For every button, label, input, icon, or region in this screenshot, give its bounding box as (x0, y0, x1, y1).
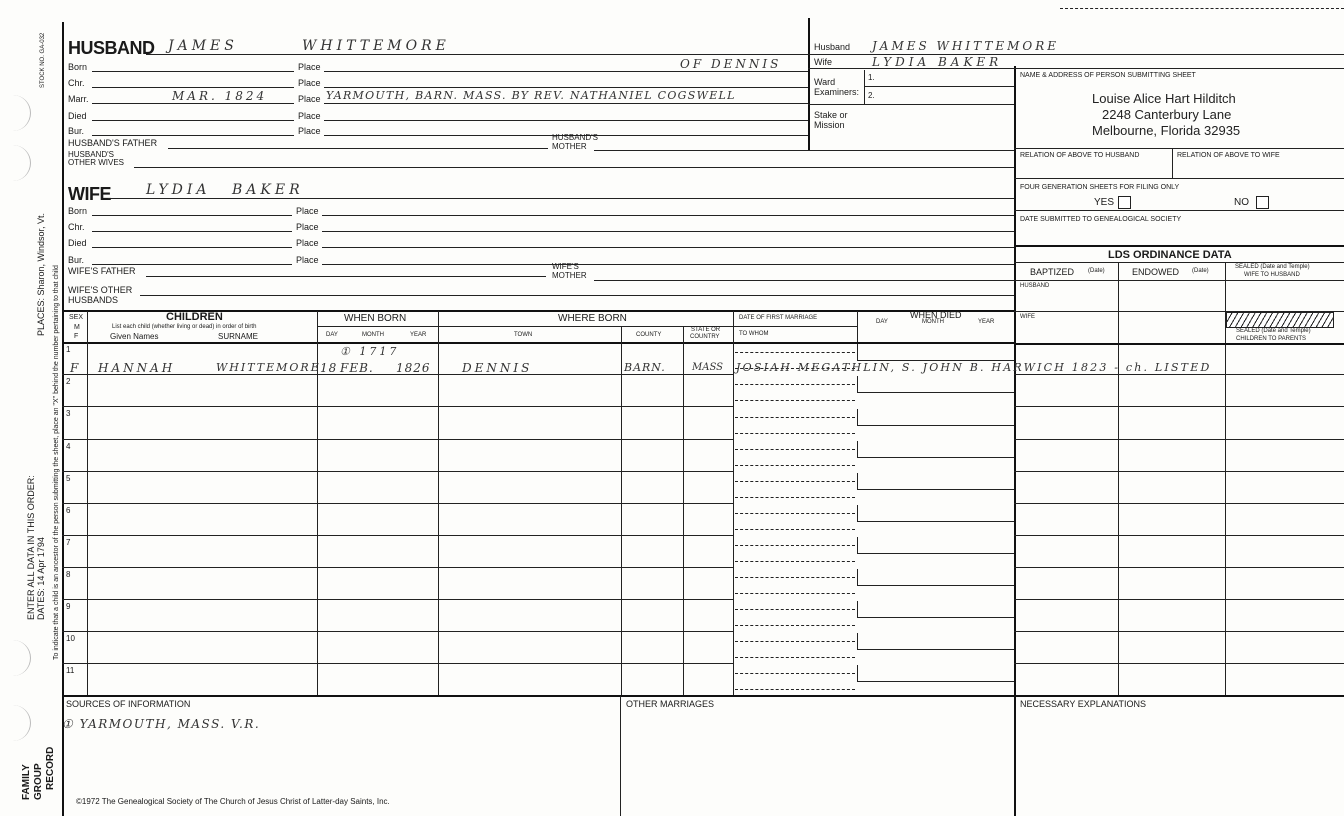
child-row-divider (62, 663, 733, 664)
examiner-2: 2. (868, 91, 875, 100)
submitter-name: Louise Alice Hart Hilditch (1092, 91, 1236, 106)
lds-wife-label: WIFE (1020, 314, 1035, 320)
col-when-born: WHEN BORN (344, 313, 407, 324)
bottom-section-top (62, 695, 1344, 697)
wife-died-place-label: Place (296, 238, 319, 248)
col-when-died: WHEN DIED (910, 310, 962, 320)
husband-marr-place-label: Place (298, 94, 321, 104)
col-died-year: YEAR (978, 319, 995, 325)
col-born-day: DAY (326, 332, 338, 338)
line (621, 326, 622, 696)
examiners-label: Examiners: (814, 87, 860, 97)
punch-hole (0, 640, 31, 676)
examiner-1: 1. (868, 73, 875, 82)
line (864, 86, 1014, 87)
marriage-date-line (735, 641, 855, 642)
four-gen-label: FOUR GENERATION SHEETS FOR FILING ONLY (1020, 184, 1180, 191)
mission-label: Mission (814, 120, 845, 130)
col-died-month: MONTH (922, 319, 944, 325)
line (134, 167, 1014, 168)
line (146, 276, 546, 277)
lds-endowed-date: (Date) (1192, 268, 1209, 274)
marriage-date-line (735, 449, 855, 450)
yes-checkbox[interactable] (1118, 196, 1131, 209)
lds-row-divider (1014, 631, 1344, 632)
husband-marr-date: MAR. 1824 (172, 89, 268, 103)
line (322, 264, 1014, 265)
explanations-label: NECESSARY EXPLANATIONS (1020, 699, 1147, 709)
husband-other-wives-1: HUSBAND'S (68, 150, 114, 159)
died-divider (857, 569, 858, 585)
col-state-1: STATE OR (691, 327, 721, 333)
wife-surname: BAKER (232, 182, 304, 198)
marriage-date-line (735, 352, 855, 353)
died-divider (857, 344, 858, 360)
line (594, 280, 1014, 281)
marriage-date-line (735, 545, 855, 546)
child-1-year: 1826 (396, 361, 431, 375)
died-line (857, 521, 1014, 522)
source-entry: ① YARMOUTH, MASS. V.R. (62, 717, 261, 731)
wife-born-label: Born (68, 206, 88, 216)
copyright: ©1972 The Genealogical Society of The Church of Jesus Christ of Latter-day Saints, Inc. (76, 797, 390, 806)
wife-name-line (108, 198, 1014, 199)
child-row-number: 8 (66, 570, 71, 579)
marriage-whom-line (735, 689, 855, 690)
died-line (857, 617, 1014, 618)
marriage-whom-line (735, 625, 855, 626)
wife-father-label: WIFE'S FATHER (68, 266, 136, 276)
line (92, 215, 292, 216)
line (168, 148, 548, 149)
died-line (857, 457, 1014, 458)
wife-born-place-label: Place (296, 206, 319, 216)
husband-surname: WHITTEMORE (302, 38, 450, 54)
col-children-note: List each child (whether living or dead) in order of birth (112, 324, 257, 330)
child-row-number: 10 (66, 634, 75, 643)
col-sex-f: F (74, 333, 79, 340)
child-row-number: 5 (66, 474, 71, 483)
died-line (857, 425, 1014, 426)
died-line (857, 649, 1014, 650)
line (864, 70, 865, 104)
lds-baptized: BAPTIZED (1030, 267, 1075, 277)
instruction-places: PLACES: Sharon, Windsor, Vt. (36, 212, 46, 336)
line (857, 311, 858, 342)
child-row-divider (62, 599, 733, 600)
instruction-indicate: To indicate that a child is an ancestor of the person submitting the sheet, place an "X" behind the number pertaining to that child (53, 265, 60, 660)
died-line (857, 392, 1014, 393)
died-divider (857, 473, 858, 489)
line (324, 120, 808, 121)
died-line (857, 553, 1014, 554)
child-1-month: FEB. (340, 361, 374, 375)
child-row-number: 1 (66, 345, 71, 354)
wife-bur-place-label: Place (296, 255, 319, 265)
ward-husband-value: JAMES WHITTEMORE (872, 39, 1060, 53)
child-row-number: 4 (66, 442, 71, 451)
line (92, 135, 294, 136)
child-row-number: 9 (66, 602, 71, 611)
marriage-date-line (735, 577, 855, 578)
husband-died-place-label: Place (298, 111, 321, 121)
line (322, 231, 1014, 232)
col-born-year: YEAR (410, 332, 427, 338)
wife-died-label: Died (68, 238, 87, 248)
died-line (857, 489, 1014, 490)
died-divider (857, 633, 858, 649)
lds-baptized-date: (Date) (1088, 268, 1105, 274)
col-sex: SEX (69, 314, 84, 321)
marriage-date-line (735, 417, 855, 418)
col-first-marriage: DATE OF FIRST MARRIAGE (739, 315, 818, 321)
marriage-whom-line (735, 497, 855, 498)
line (317, 326, 733, 327)
submitter-street: 2248 Canterbury Lane (1102, 107, 1232, 122)
line (733, 311, 734, 696)
lds-sealed-children-1: SEALED (Date and Temple) (1236, 328, 1311, 334)
lds-title: LDS ORDINANCE DATA (1108, 249, 1232, 261)
child-row-divider (62, 439, 733, 440)
lds-husband-label: HUSBAND (1020, 283, 1050, 289)
husband-marr-label: Marr. (68, 94, 89, 104)
husband-died-label: Died (68, 111, 87, 121)
husband-born-place: OF DENNIS (680, 57, 782, 71)
line (1014, 245, 1344, 247)
husband-father-label: HUSBAND'S FATHER (68, 138, 158, 148)
marriage-date-line (735, 384, 855, 385)
col-county: COUNTY (636, 332, 662, 338)
col-given-names: Given Names (110, 332, 159, 341)
marriage-date-line (735, 481, 855, 482)
line (92, 120, 294, 121)
line (620, 696, 621, 816)
yes-label: YES (1094, 197, 1115, 208)
husband-other-wives-2: OTHER WIVES (68, 158, 125, 167)
date-submitted-label: DATE SUBMITTED TO GENEALOGICAL SOCIETY (1020, 216, 1182, 223)
child-1-note: ① 1717 (340, 345, 400, 358)
wife-chr-label: Chr. (68, 222, 85, 232)
lds-sealed-wife-2: WIFE TO HUSBAND (1244, 272, 1300, 278)
died-line (857, 585, 1014, 586)
husband-bur-label: Bur. (68, 126, 85, 136)
marriage-whom-line (735, 657, 855, 658)
frame-mid-divider (808, 18, 810, 150)
line (92, 231, 292, 232)
line (1014, 210, 1344, 211)
no-label: NO (1234, 197, 1249, 208)
died-divider (857, 601, 858, 617)
relation-wife-label: RELATION OF ABOVE TO WIFE (1177, 152, 1280, 159)
lds-endowed: ENDOWED (1132, 267, 1179, 277)
child-row-divider (62, 535, 733, 536)
family-label: FAMILY (21, 764, 32, 800)
punch-hole (0, 95, 31, 131)
child-1-day: 18 (320, 361, 338, 375)
wife-other-husbands-1: WIFE'S OTHER (68, 285, 133, 295)
lds-sealed-children-2: CHILDREN TO PARENTS (1236, 336, 1307, 342)
line (808, 104, 1014, 105)
lds-row-divider (1014, 567, 1344, 568)
line (808, 68, 1344, 69)
record-label: RECORD (45, 746, 56, 790)
relation-husband-label: RELATION OF ABOVE TO HUSBAND (1020, 152, 1140, 159)
lds-row-divider (1014, 503, 1344, 504)
husband-born-label: Born (68, 62, 88, 72)
child-row-number: 11 (66, 666, 75, 675)
col-sex-m: M (74, 324, 80, 331)
wife-given-name: LYDIA (146, 182, 211, 198)
stake-label: Stake or (814, 110, 848, 120)
died-divider (857, 505, 858, 521)
husband-chr-place-label: Place (298, 78, 321, 88)
group-label: GROUP (33, 763, 44, 800)
instruction-dates: DATES: 14 Apr 1794 (36, 537, 46, 620)
line (733, 326, 857, 327)
line (322, 215, 1014, 216)
marriage-whom-line (735, 529, 855, 530)
wife-bur-label: Bur. (68, 255, 85, 265)
col-surname: SURNAME (218, 332, 259, 341)
lds-row-divider (1014, 406, 1344, 407)
child-1-state: MASS (692, 362, 723, 373)
children-header-bottom (62, 342, 1014, 344)
marriage-date-line (735, 609, 855, 610)
lds-row-divider (1014, 439, 1344, 440)
child-row-number: 6 (66, 506, 71, 515)
submitter-label: NAME & ADDRESS OF PERSON SUBMITTING SHEET (1020, 72, 1196, 79)
wife-other-husbands-2: HUSBANDS (68, 295, 119, 305)
died-divider (857, 409, 858, 425)
husband-marr-place: YARMOUTH, BARN. MASS. BY REV. NATHANIEL COGSWELL (326, 89, 736, 102)
husband-mother-label-1: HUSBAND'S (552, 133, 598, 142)
died-divider (857, 376, 858, 392)
lds-row-divider (1014, 599, 1344, 600)
died-divider (857, 665, 858, 681)
punch-hole (0, 145, 31, 181)
died-line (857, 681, 1014, 682)
col-to-whom: TO WHOM (739, 331, 769, 337)
marriage-whom-line (735, 593, 855, 594)
line (1014, 178, 1344, 179)
line (1014, 280, 1344, 281)
child-1-spouse: JOSIAH MEGATHLIN, S. JOHN B. HARWICH 1823 - ch. LISTED (736, 361, 1212, 374)
sources-label: SOURCES OF INFORMATION (66, 699, 191, 709)
stock-number: STOCK NO. GA-032 (40, 32, 46, 88)
line (322, 247, 1014, 248)
lds-row-divider (1014, 663, 1344, 664)
marriage-whom-line (735, 561, 855, 562)
child-1-surname: WHITTEMORE (216, 361, 321, 374)
submitter-city: Melbourne, Florida 32935 (1092, 123, 1241, 138)
child-1-given: HANNAH (98, 361, 176, 375)
husband-chr-label: Chr. (68, 78, 85, 88)
line (140, 295, 1014, 296)
col-town: TOWN (514, 332, 533, 338)
line (92, 71, 294, 72)
husband-bur-place-label: Place (298, 126, 321, 136)
child-row-number: 2 (66, 377, 71, 386)
wife-mother-label-2: MOTHER (552, 271, 587, 280)
lds-row-divider (1014, 535, 1344, 536)
marriage-whom-line (735, 433, 855, 434)
frame-top-dash (1060, 8, 1344, 9)
line (1014, 343, 1344, 345)
col-died-day: DAY (876, 319, 888, 325)
col-state-2: COUNTRY (690, 334, 720, 340)
husband-name-line (146, 54, 808, 55)
husband-born-place-label: Place (298, 62, 321, 72)
child-1-county: BARN. (624, 361, 666, 374)
punch-hole (0, 705, 31, 741)
child-row-number: 7 (66, 538, 71, 547)
lds-sealed-wife-1: SEALED (Date and Temple) (1235, 264, 1310, 270)
died-divider (857, 537, 858, 553)
ward-label: Ward (814, 77, 836, 87)
child-1-town: DENNIS (462, 361, 533, 375)
other-marriages-label: OTHER MARRIAGES (626, 699, 715, 709)
child-row-divider (62, 503, 733, 504)
line (683, 326, 684, 696)
line (92, 247, 292, 248)
ward-wife-label: Wife (814, 57, 832, 67)
wife-heading: WIFE (68, 184, 111, 204)
line (594, 150, 1014, 151)
col-children: CHILDREN (166, 311, 223, 323)
line (1172, 148, 1173, 178)
husband-heading: HUSBAND (68, 38, 155, 58)
wife-mother-label-1: WIFE'S (552, 262, 579, 271)
died-divider (857, 441, 858, 457)
marriage-whom-line (735, 465, 855, 466)
marriage-whom-line (735, 400, 855, 401)
line (92, 264, 292, 265)
ward-wife-value: LYDIA BAKER (872, 55, 1003, 69)
line (1014, 262, 1344, 263)
instruction-enter-all: ENTER ALL DATA IN THIS ORDER: (26, 475, 36, 620)
line (1014, 148, 1344, 149)
col-born-month: MONTH (362, 332, 384, 338)
child-row-number: 3 (66, 409, 71, 418)
lds-row-divider (1014, 471, 1344, 472)
husband-given-name: JAMES (168, 38, 238, 54)
wife-chr-place-label: Place (296, 222, 319, 232)
child-row-divider (62, 406, 733, 407)
col-where-born: WHERE BORN (558, 313, 627, 324)
marriage-date-line (735, 513, 855, 514)
marriage-date-line (735, 673, 855, 674)
child-row-divider (62, 567, 733, 568)
no-checkbox[interactable] (1256, 196, 1269, 209)
child-row-divider (62, 631, 733, 632)
lds-hatched-cell (1226, 312, 1334, 328)
child-row-divider (62, 471, 733, 472)
ward-husband-label: Husband (814, 42, 851, 52)
child-1-sex: F (70, 361, 82, 375)
husband-mother-label-2: MOTHER (552, 142, 587, 151)
